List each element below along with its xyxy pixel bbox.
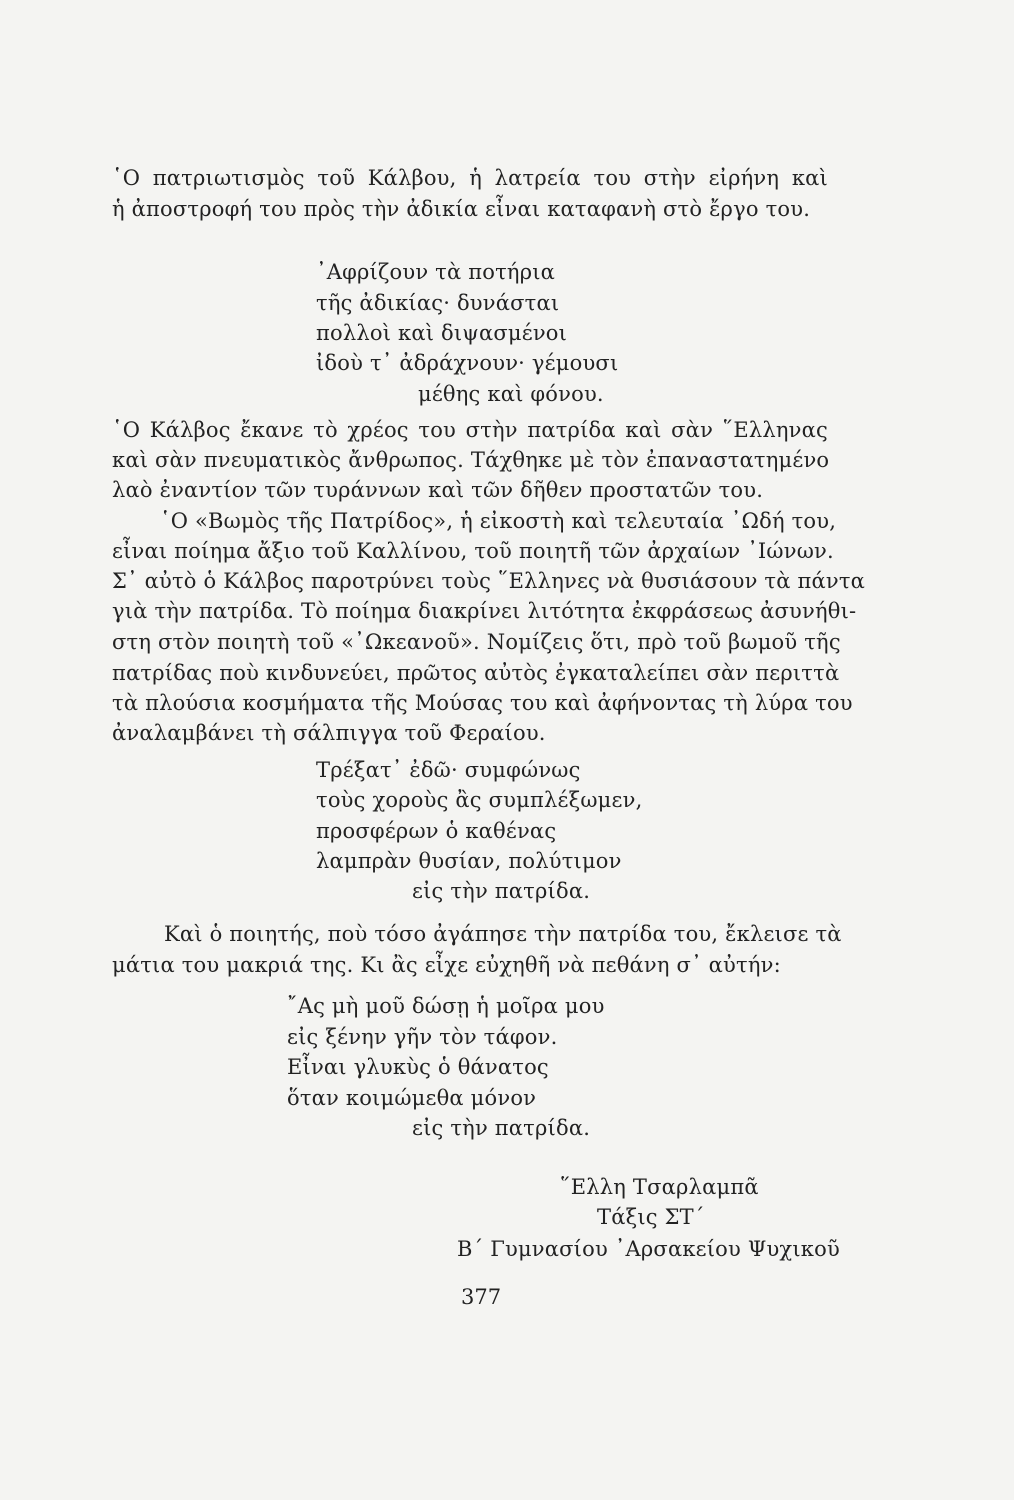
paragraph3-line-1: ῾Ο «Βωμὸς τῆς Πατρίδος», ἡ εἰκοστὴ καὶ τελευταία ᾽Ωδή του, <box>160 509 837 533</box>
verse3-line-4: ὅταν κοιμώμεθα μόνον <box>287 1086 537 1110</box>
paragraph3-line-3: Σ᾽ αὐτὸ ὁ Κάλβος παροτρύνει τοὺς ῞Ελληνες νὰ θυσιάσουν τὰ πάντα <box>112 569 866 593</box>
verse2-line-1: Τρέξατ᾽ ἐδῶ· συμφώνως <box>316 758 581 782</box>
verse2-line-2: τοὺς χοροὺς ἂς συμπλέξωμεν, <box>316 788 643 812</box>
paragraph3-line-4: γιὰ τὴν πατρίδα. Τὸ ποίημα διακρίνει λιτότητα ἐκφράσεως ἀσυνήθι- <box>112 599 857 623</box>
verse1-line-1: ᾽Αφρίζουν τὰ ποτήρια <box>316 260 556 284</box>
verse1-line-4: ἰδοὺ τ᾽ ἀδράχνουν· γέμουσι <box>316 351 619 375</box>
verse1-line-2: τῆς ἀδικίας· δυνάσται <box>316 291 560 315</box>
paragraph4-line-2: μάτια του μακριά της. Κι ἂς εἶχε εὐχηθῆ νὰ πεθάνη σ᾽ αὐτήν: <box>112 953 781 977</box>
signature-name: ῞Ελλη Τσαρλαμπᾶ <box>560 1175 759 1199</box>
signature-school: Β΄ Γυμνασίου ᾽Αρσακείου Ψυχικοῦ <box>457 1237 840 1261</box>
paragraph3-line-6: πατρίδας ποὺ κινδυνεύει, πρῶτος αὐτὸς ἐγκαταλείπει σὰν περιττὰ <box>112 661 840 685</box>
paragraph2-line-2: καὶ σὰν πνευματικὸς ἄνθρωπος. Τάχθηκε μὲ τὸν ἐπαναστατημένο <box>112 448 830 472</box>
paragraph3-line-5: στη στὸν ποιητὴ τοῦ «᾽Ωκεανοῦ». Νομίζεις ὅτι, πρὸ τοῦ βωμοῦ τῆς <box>112 630 841 654</box>
verse3-line-1: ῎Ας μὴ μοῦ δώσῃ ἡ μοῖρα μου <box>287 994 605 1018</box>
signature-class: Τάξις ΣΤ΄ <box>597 1205 705 1229</box>
verse2-line-5: εἰς τὴν πατρίδα. <box>412 879 591 903</box>
paragraph3-line-7: τὰ πλούσια κοσμήματα τῆς Μούσας του καὶ ἀφήνοντας τὴ λύρα του <box>112 691 853 715</box>
paragraph2-line-1: ῾Ο Κάλβος ἔκανε τὸ χρέος του στὴν πατρίδα καὶ σὰν ῞Ελληνας <box>112 418 828 442</box>
verse1-line-5: μέθης καὶ φόνου. <box>418 382 604 406</box>
verse3-line-2: εἰς ξένην γῆν τὸν τάφον. <box>287 1025 558 1049</box>
verse3-line-3: Εἶναι γλυκὺς ὁ θάνατος <box>287 1055 549 1079</box>
verse3-line-5: εἰς τὴν πατρίδα. <box>412 1116 591 1140</box>
page-number: 377 <box>461 1285 502 1309</box>
paragraph2-line-3: λαὸ ἐναντίον τῶν τυράννων καὶ τῶν δῆθεν προστατῶν του. <box>112 478 764 502</box>
paragraph4-line-1: Καὶ ὁ ποιητής, ποὺ τόσο ἀγάπησε τὴν πατρίδα του, ἔκλεισε τὰ <box>164 922 842 946</box>
verse2-line-3: προσφέρων ὁ καθένας <box>316 819 557 843</box>
paragraph1-line-1: ῾Ο πατριωτισμὸς τοῦ Κάλβου, ἡ λατρεία του στὴν εἰρήνη καὶ <box>112 166 828 190</box>
verse2-line-4: λαμπρὰν θυσίαν, πολύτιμον <box>316 849 622 873</box>
paragraph3-line-2: εἶναι ποίημα ἄξιο τοῦ Καλλίνου, τοῦ ποιητῆ τῶν ἀρχαίων ᾽Ιώνων. <box>112 539 834 563</box>
paragraph3-line-8: ἀναλαμβάνει τὴ σάλπιγγα τοῦ Φεραίου. <box>112 721 546 745</box>
paragraph1-line-2: ἡ ἀποστροφή του πρὸς τὴν ἀδικία εἶναι καταφανὴ στὸ ἔργο του. <box>112 197 811 221</box>
verse1-line-3: πολλοὶ καὶ διψασμένοι <box>316 321 568 345</box>
